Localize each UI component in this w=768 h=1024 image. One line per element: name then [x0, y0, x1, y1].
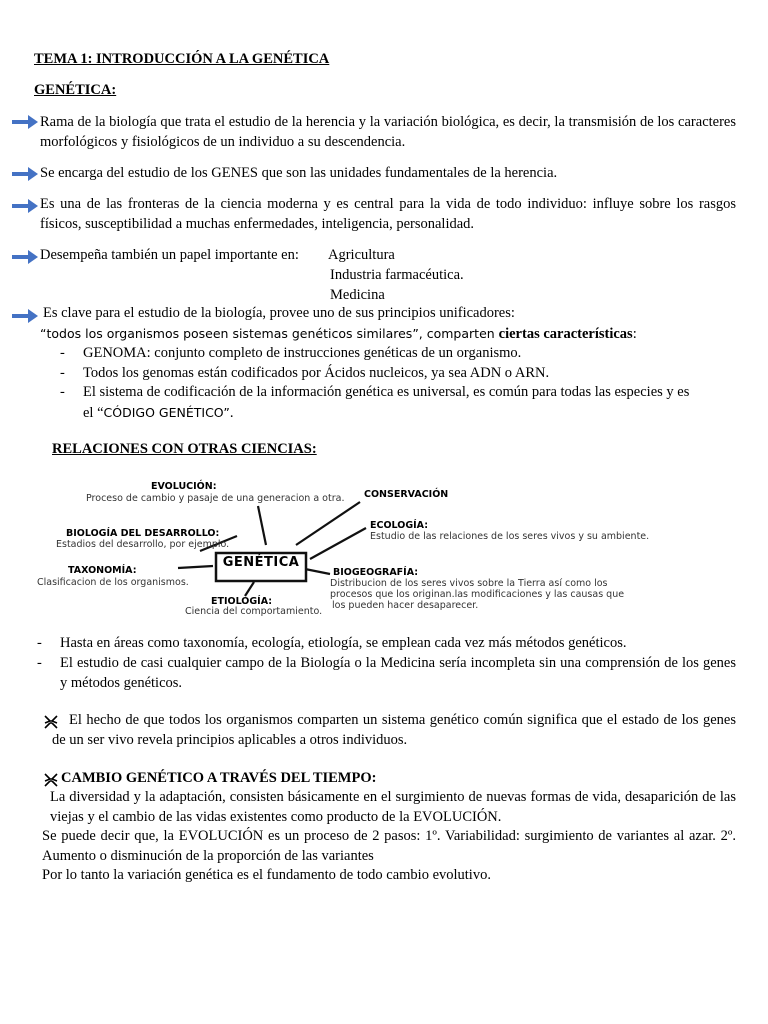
bullet-item: Todos los genomas están codificados por Ácidos nucleicos, ya sea ADN o ARN. [83, 365, 550, 381]
arrow-right-icon [12, 250, 38, 264]
biogeografia-desc: procesos que los originan.las modificaciones y las causas que [330, 589, 625, 600]
arrow-right-icon [12, 167, 38, 181]
biogeografia-label: BIOGEOGRAFÍA: [333, 567, 419, 578]
paragraph-2: Se encarga del estudio de los GENES que son las unidades fundamentales de la herencia. [40, 165, 558, 181]
paragraph-8: Se puede decir que, la EVOLUCIÓN es un proceso de 2 pasos: 1º. Variabilidad: surgimiento de variantes al azar. 2º. Aumento o disminución de la proporción de las variantes [42, 828, 736, 864]
relaciones-heading: RELACIONES CON OTRAS CIENCIAS: [52, 441, 317, 457]
bullet-item: El sistema de codificación de la información genética es universal, es común para todas las especies y es [83, 384, 690, 400]
taxonomia-label: TAXONOMÍA: [68, 565, 137, 576]
cambio-heading: CAMBIO GENÉTICO A TRAVÉS DEL TIEMPO: [61, 770, 377, 786]
list-item: Agricultura [328, 247, 395, 263]
bullet-item: GENOMA: conjunto completo de instrucciones genéticas de un organismo. [83, 345, 522, 361]
dash-bullet: - [37, 655, 42, 671]
code-text: CÓDIGO GENÉTICO” [103, 405, 230, 420]
evolucion-desc: Proceso de cambio y pasaje de una generacion a otra. [86, 493, 345, 504]
arrow-right-icon [12, 199, 38, 213]
colon: : [632, 326, 637, 342]
arrow-right-icon [12, 309, 38, 323]
quote-text: “todos los organismos poseen sistemas genéticos similares”, comparten [40, 326, 499, 341]
genetica-heading: GENÉTICA: [34, 82, 117, 98]
paragraph-9: Por lo tanto la variación genética es el fundamento de todo cambio evolutivo. [42, 867, 491, 883]
paragraph-5: Es clave para el estudio de la biología, provee uno de sus principios unificadores: [43, 305, 515, 321]
ecologia-label: ECOLOGÍA: [370, 520, 428, 531]
butterfly-bullet-icon [44, 773, 58, 787]
etiologia-label: ETIOLOGÍA: [211, 596, 273, 607]
paragraph-4-lead: Desempeña también un papel importante en: [40, 247, 299, 263]
dash-bullet: - [60, 345, 65, 361]
bullet-item: El estudio de casi cualquier campo de la Biología o la Medicina sería incompleta sin una comprensión de los genes y métodos genéticos. [60, 655, 736, 691]
paragraph-3: Es una de las fronteras de la ciencia moderna y es central para la vida de todo individuo: influye sobre los rasgos físicos, susceptibilidad a muchas enfermedades, inteligencia, personalidad. [40, 196, 736, 232]
list-item: Medicina [330, 287, 385, 303]
bullet-continuation [83, 403, 234, 424]
page-title: TEMA 1: INTRODUCCIÓN A LA GENÉTICA [34, 51, 330, 67]
paragraph-7: La diversidad y la adaptación, consisten básicamente en el surgimiento de nuevas formas de vida, desaparición de las viejas y el cambio de las vidas existentes como producto de la EVOLUCIÓN. [50, 789, 736, 825]
paragraph-6: El hecho de que todos los organismos comparten un sistema genético común significa que el estado de los genes de un ser vivo revela principios aplicables a otros individuos. [52, 712, 736, 748]
genetica-center-label: GENÉTICA [222, 555, 300, 570]
bold-text: ciertas características [498, 326, 633, 342]
etiologia-desc: Ciencia del comportamiento. [185, 606, 323, 617]
desarrollo-label: BIOLOGÍA DEL DESARROLLO: [66, 528, 220, 539]
biogeografia-desc: Distribucion de los seres vivos sobre la Tierra así como los [330, 578, 608, 589]
text-fragment: . [229, 405, 234, 421]
list-item: Industria farmacéutica. [330, 267, 464, 283]
dash-bullet: - [60, 365, 65, 381]
arrow-right-icon [12, 115, 38, 129]
biogeografia-desc: los pueden hacer desaparecer. [332, 600, 479, 611]
taxonomia-desc: Clasificacion de los organismos. [37, 577, 189, 588]
text-fragment: el “ [83, 405, 104, 421]
evolucion-label: EVOLUCIÓN: [151, 481, 217, 492]
dash-bullet: - [37, 635, 42, 651]
ecologia-desc: Estudio de las relaciones de los seres vivos y su ambiente. [370, 531, 650, 542]
paragraph-1: Rama de la biología que trata el estudio de la herencia y la variación biológica, es decir, la transmisión de los caracteres morfológicos y fisiológicos de un individuo a su descendencia. [40, 114, 736, 150]
conservacion-label: CONSERVACIÓN [364, 489, 449, 500]
paragraph-5-quote-line [40, 324, 637, 345]
desarrollo-desc: Estadios del desarrollo, por ejemplo. [56, 539, 230, 550]
bullet-item: Hasta en áreas como taxonomía, ecología, etiología, se emplean cada vez más métodos genéticos. [60, 635, 627, 651]
dash-bullet: - [60, 384, 65, 400]
